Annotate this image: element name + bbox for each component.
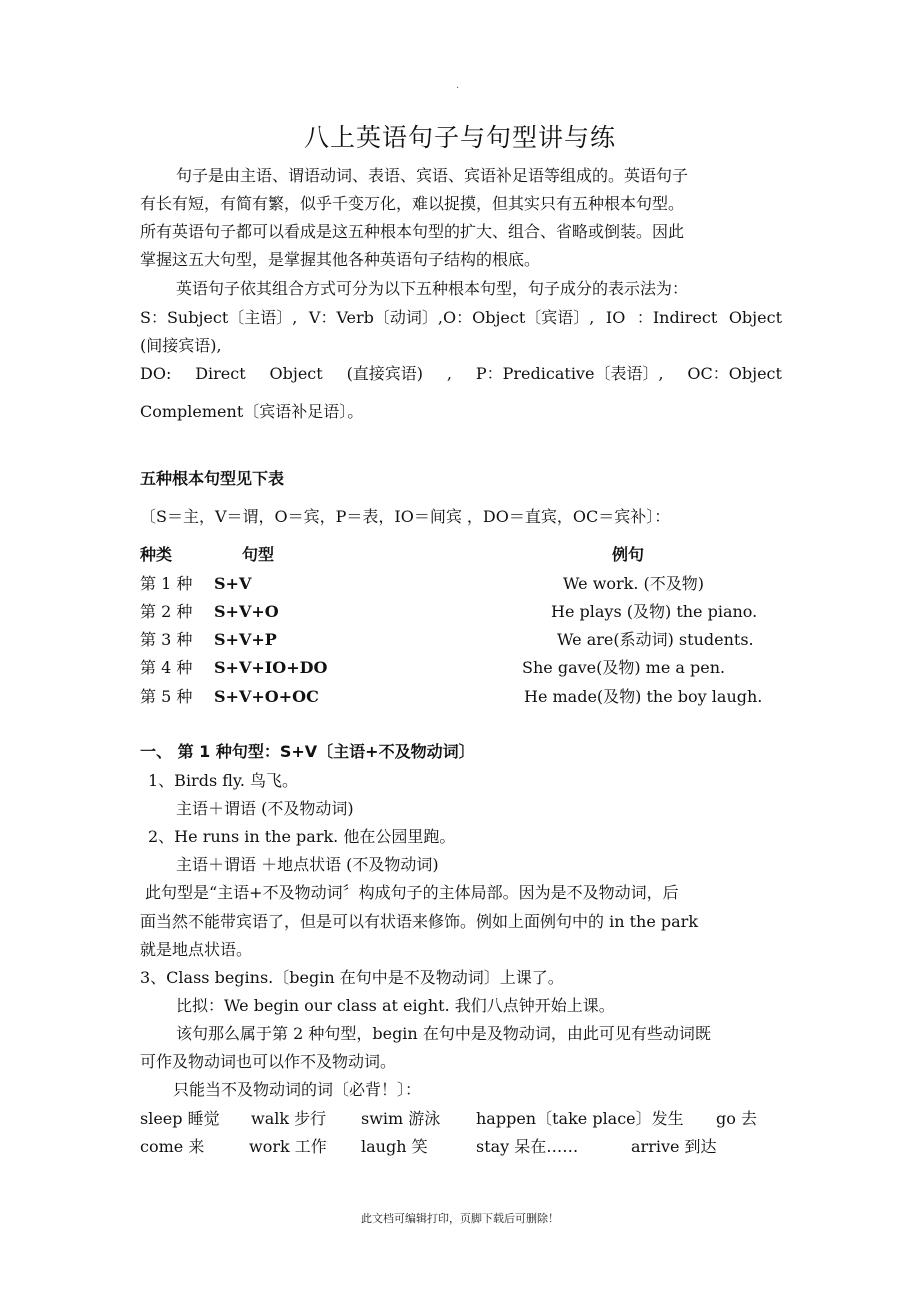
abbr-comma: ,: [446, 364, 453, 383]
header-dot: .: [456, 80, 460, 91]
explain-line-2: 面当然不能带宾语了，但是可以有状语来修饰。例如上面例句中的 in the park: [140, 912, 699, 931]
word-work: work 工作: [249, 1137, 327, 1156]
row3-example: We are(系动词) students.: [557, 630, 754, 649]
abbr-line-1: [140, 308, 782, 328]
row5-example: He made(及物) the boy laugh.: [524, 687, 763, 706]
abbr-object-2: Object: [269, 364, 323, 383]
abbr-io: IO: [605, 308, 626, 327]
table-legend: 〔S＝主，V＝谓，O＝宾，P＝表，IO＝间宾 ，DO＝直宾，OC＝宾补〕：: [140, 507, 671, 526]
row3-pattern: S+V+P: [214, 630, 277, 649]
abbr-direct-cn: (直接宾语): [346, 364, 424, 383]
example-3-explain-2: 可作及物动词也可以作不及物动词。: [140, 1052, 397, 1071]
page-footer: 此文档可编辑打印，页脚下载后可删除！: [361, 1212, 559, 1225]
row2-example: He plays (及物) the piano.: [551, 602, 758, 621]
intro-line-2: 有长有短，有简有繁，似乎千变万化，难以捉摸，但其实只有五种根本句型。: [140, 194, 685, 213]
example-3-compare: 比拟：We begin our class at eight. 我们八点钟开始上课。: [176, 996, 615, 1015]
row4-kind: 第 4 种: [140, 658, 193, 677]
header-pattern: 句型: [242, 545, 275, 564]
abbr-v-o: V：Verb〔动词〕,O：Object〔宾语〕,: [308, 308, 595, 327]
abbr-p: P：Predicative〔表语〕,: [475, 364, 664, 383]
abbr-do: DO:: [140, 364, 172, 383]
abbr-indirect: ：Indirect: [636, 308, 718, 327]
example-3-explain-1: 该句那么属于第 2 种句型，begin 在句中是及物动词，由此可见有些动词既: [176, 1024, 711, 1043]
intro-line-3: 所有英语句子都可以看成是这五种根本句型的扩大、组合、省略或倒装。因此: [140, 222, 685, 241]
abbr-s: S：Subject〔主语〕,: [140, 308, 298, 327]
abbr-oc: OC：Object: [687, 364, 782, 383]
abbr-object: Object: [728, 308, 782, 327]
explain-line-1: 此句型是“主语+不及物动词〞构成句子的主体局部。因为是不及物动词，后: [145, 883, 679, 902]
explain-line-3: 就是地点状语。: [140, 940, 253, 959]
abbr-direct: Direct: [195, 364, 246, 383]
row1-kind: 第 1 种: [140, 574, 193, 593]
word-stay: stay 呆在……: [476, 1137, 579, 1156]
table-heading: 五种根本句型见下表: [140, 469, 285, 488]
word-come: come 来: [140, 1137, 205, 1156]
abbr-line-4: Complement〔宾语补足语〕。: [140, 402, 364, 421]
abbr-line-3: [140, 364, 782, 384]
row3-kind: 第 3 种: [140, 630, 193, 649]
word-swim: swim 游泳: [361, 1109, 441, 1128]
example-3: 3、Class begins.〔begin 在句中是不及物动词〕上课了。: [140, 968, 564, 987]
word-walk: walk 步行: [251, 1109, 327, 1128]
row1-pattern: S+V: [214, 574, 252, 593]
header-kind: 种类: [140, 545, 173, 564]
example-1: 1、Birds fly. 鸟飞。: [148, 771, 299, 790]
row2-kind: 第 2 种: [140, 602, 193, 621]
example-2-note: 主语＋谓语 ＋地点状语 (不及物动词): [176, 855, 439, 874]
intro-line-5: 英语句子依其组合方式可分为以下五种根本句型，句子成分的表示法为：: [176, 279, 689, 298]
row5-pattern: S+V+O+OC: [214, 687, 319, 706]
page-title: 八上英语句子与句型讲与练: [303, 123, 616, 152]
row1-example: We work. (不及物): [563, 574, 705, 593]
word-arrive: arrive 到达: [631, 1137, 717, 1156]
row5-kind: 第 5 种: [140, 687, 193, 706]
word-sleep: sleep 睡觉: [140, 1109, 220, 1128]
abbr-line-2: (间接宾语),: [140, 336, 222, 355]
example-2: 2、He runs in the park. 他在公园里跑。: [148, 827, 456, 846]
row4-example: She gave(及物) me a pen.: [522, 658, 726, 677]
intransitive-heading: 只能当不及物动词的词〔必背！〕：: [173, 1080, 422, 1099]
intro-line-1: 句子是由主语、谓语动词、表语、宾语、宾语补足语等组成的。英语句子: [176, 166, 689, 185]
word-happen: happen〔take place〕发生: [476, 1109, 684, 1128]
header-example: 例句: [612, 545, 645, 564]
example-1-note: 主语＋谓语 (不及物动词): [176, 799, 354, 818]
word-go: go 去: [716, 1109, 757, 1128]
row2-pattern: S+V+O: [214, 602, 279, 621]
intro-line-4: 掌握这五大句型，是掌握其他各种英语句子结构的根底。: [140, 250, 541, 269]
section1-heading: 一、 第 1 种句型：S+V〔主语+不及物动词〕: [140, 742, 475, 761]
word-laugh: laugh 笑: [361, 1137, 428, 1156]
row4-pattern: S+V+IO+DO: [214, 658, 328, 677]
